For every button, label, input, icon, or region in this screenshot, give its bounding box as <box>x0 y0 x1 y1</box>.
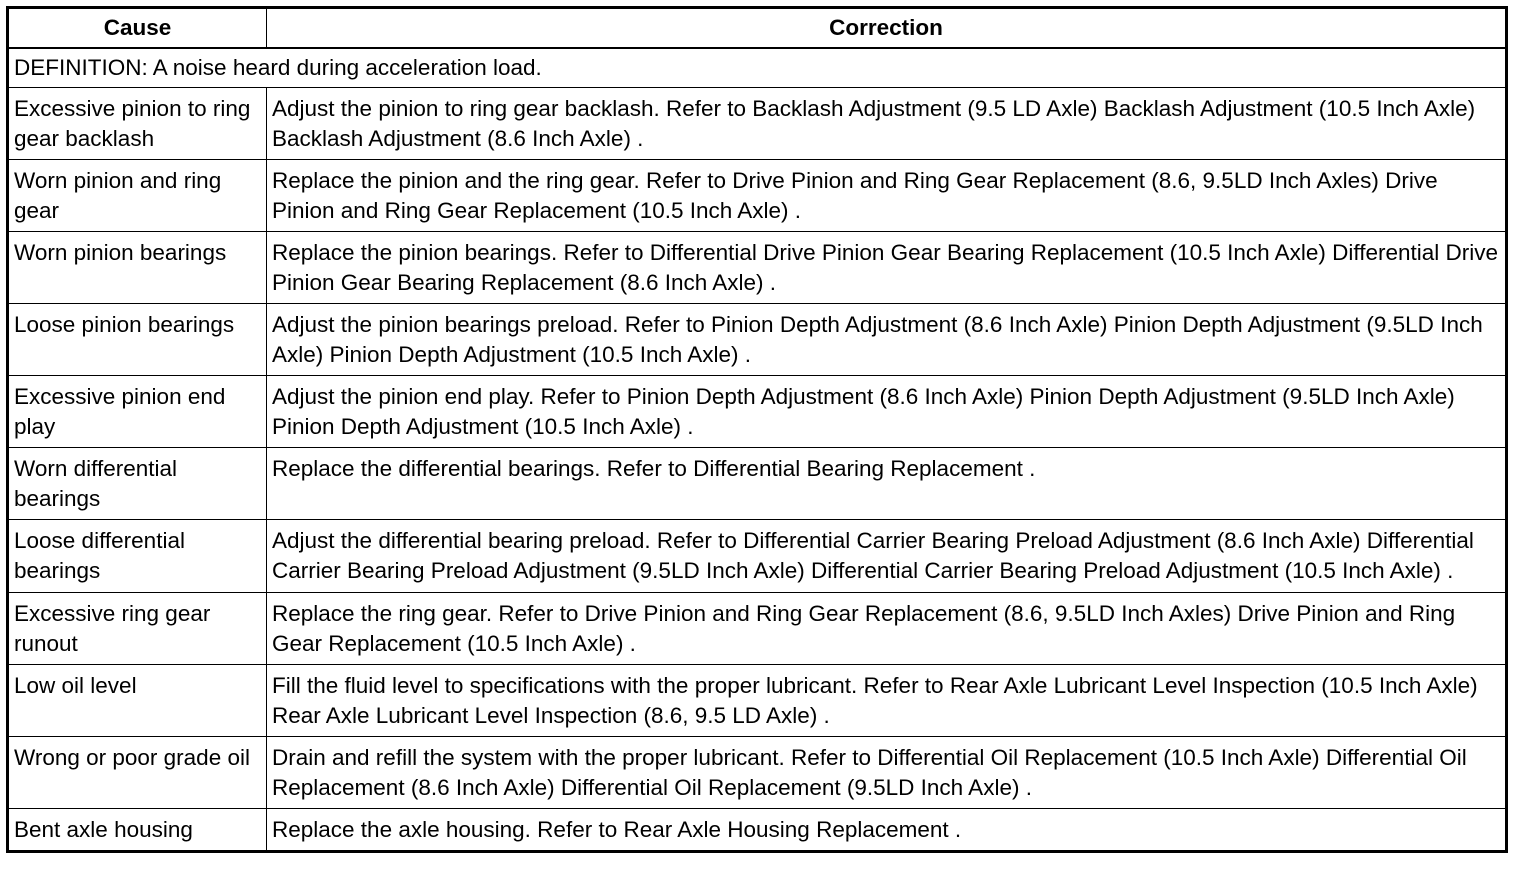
table-row <box>8 448 1507 520</box>
table-row <box>8 160 1507 232</box>
table-row <box>8 232 1507 304</box>
table-row <box>8 665 1507 737</box>
definition-text: DEFINITION: A noise heard during acceleration load. <box>8 48 1507 88</box>
correction-cell: Replace the pinion and the ring gear. Refer to Drive Pinion and Ring Gear Replacement (8.6, 9.5LD Inch Axles) Drive Pinion and Ring Gear Replacement (10.5 Inch Axle) . <box>267 160 1507 232</box>
cause-cell: Worn pinion and ring gear <box>8 160 267 232</box>
header-row <box>8 8 1507 49</box>
table-row <box>8 376 1507 448</box>
cause-header: Cause <box>8 8 267 49</box>
correction-cell: Adjust the pinion bearings preload. Refer to Pinion Depth Adjustment (8.6 Inch Axle) Pinion Depth Adjustment (9.5LD Inch Axle) Pinion Depth Adjustment (10.5 Inch Axle) . <box>267 304 1507 376</box>
correction-cell: Adjust the pinion to ring gear backlash. Refer to Backlash Adjustment (9.5 LD Axle) Backlash Adjustment (10.5 Inch Axle) Backlash Adjustment (8.6 Inch Axle) . <box>267 88 1507 160</box>
cause-cell: Bent axle housing <box>8 809 267 852</box>
correction-cell: Fill the fluid level to specifications with the proper lubricant. Refer to Rear Axle Lubricant Level Inspection (10.5 Inch Axle) Rear Axle Lubricant Level Inspection (8.6, 9.5 LD Axle) . <box>267 665 1507 737</box>
correction-header: Correction <box>267 8 1507 49</box>
correction-cell: Replace the axle housing. Refer to Rear Axle Housing Replacement . <box>267 809 1507 852</box>
cause-cell: Wrong or poor grade oil <box>8 737 267 809</box>
definition-row <box>8 48 1507 88</box>
correction-cell: Replace the pinion bearings. Refer to Differential Drive Pinion Gear Bearing Replacement (10.5 Inch Axle) Differential Drive Pinion Gear Bearing Replacement (8.6 Inch Axle) . <box>267 232 1507 304</box>
cause-cell: Excessive ring gear runout <box>8 593 267 665</box>
table-row <box>8 809 1507 852</box>
cause-cell: Worn differential bearings <box>8 448 267 520</box>
cause-cell: Excessive pinion end play <box>8 376 267 448</box>
table-row <box>8 88 1507 160</box>
cause-cell: Excessive pinion to ring gear backlash <box>8 88 267 160</box>
diagnostic-table <box>6 6 1508 853</box>
correction-cell: Replace the differential bearings. Refer to Differential Bearing Replacement . <box>267 448 1507 520</box>
cause-cell: Loose differential bearings <box>8 520 267 593</box>
table-row <box>8 737 1507 809</box>
diagnostic-table-container <box>6 6 1508 853</box>
cause-cell: Loose pinion bearings <box>8 304 267 376</box>
cause-cell: Low oil level <box>8 665 267 737</box>
correction-cell: Replace the ring gear. Refer to Drive Pinion and Ring Gear Replacement (8.6, 9.5LD Inch Axles) Drive Pinion and Ring Gear Replacement (10.5 Inch Axle) . <box>267 593 1507 665</box>
correction-cell: Adjust the pinion end play. Refer to Pinion Depth Adjustment (8.6 Inch Axle) Pinion Depth Adjustment (9.5LD Inch Axle) Pinion Depth Adjustment (10.5 Inch Axle) . <box>267 376 1507 448</box>
correction-cell: Drain and refill the system with the proper lubricant. Refer to Differential Oil Replacement (10.5 Inch Axle) Differential Oil Replacement (8.6 Inch Axle) Differential Oil Replacement (9.5LD Inch Axle) . <box>267 737 1507 809</box>
correction-cell: Adjust the differential bearing preload. Refer to Differential Carrier Bearing Preload Adjustment (8.6 Inch Axle) Differential Carrier Bearing Preload Adjustment (9.5LD Inch Axle) Differential Carrier Bearing Preload Adjustment (10.5 Inch Axle) . <box>267 520 1507 593</box>
table-row <box>8 520 1507 593</box>
table-row <box>8 304 1507 376</box>
table-row <box>8 593 1507 665</box>
cause-cell: Worn pinion bearings <box>8 232 267 304</box>
